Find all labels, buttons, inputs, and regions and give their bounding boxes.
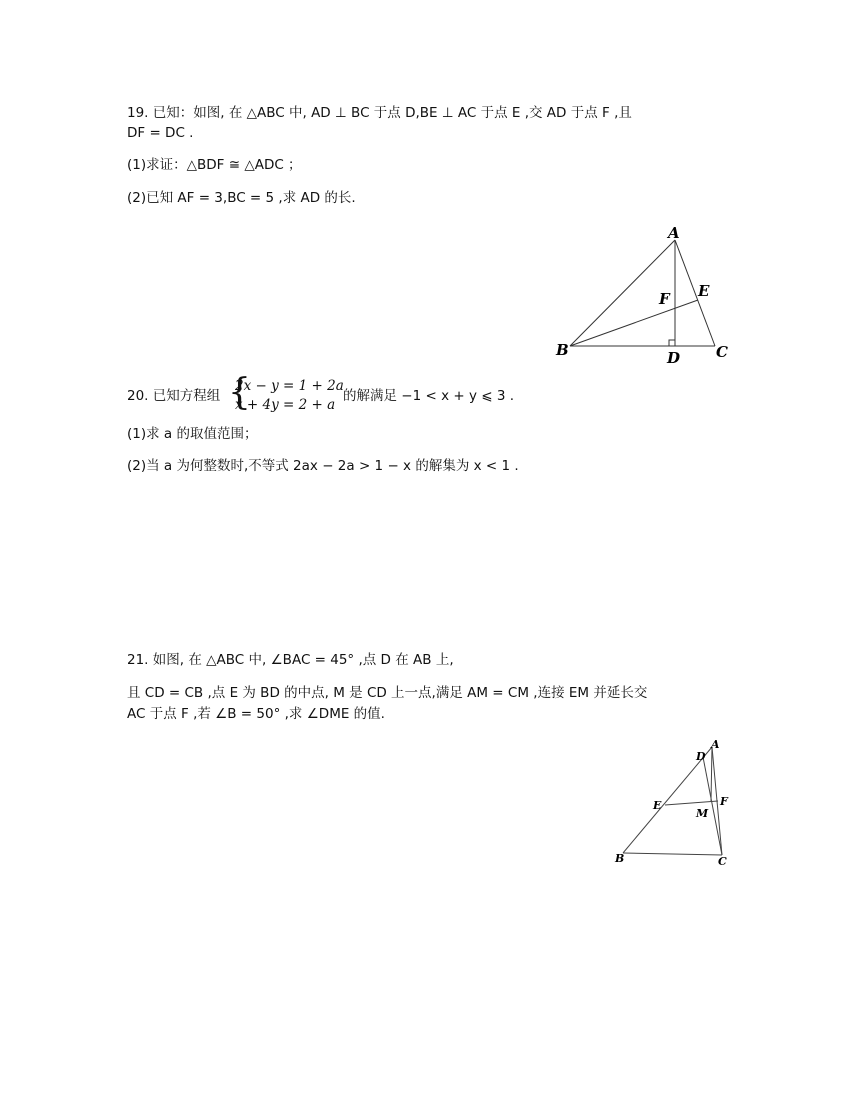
q19-label-b: B [556, 341, 569, 359]
q20-intro: 20. 已知方程组 [127, 388, 221, 404]
q21-line3: AC 于点 F ,若 ∠B = 50° ,求 ∠DME 的值. [127, 706, 385, 722]
q19-label-a: A [668, 224, 680, 242]
q21-label-f: F [720, 795, 728, 808]
q21-label-c: C [718, 855, 727, 868]
q19-figure [550, 220, 740, 370]
q21-line2: 且 CD = CB ,点 E 为 BD 的中点, M 是 CD 上一点,满足 AM = CM ,连接 EM 并延长交 [127, 685, 648, 701]
q21-label-d: D [696, 750, 706, 763]
q19-label-f: F [659, 290, 670, 308]
q21-line1: 21. 如图, 在 △ABC 中, ∠BAC = 45° ,点 D 在 AB 上, [127, 652, 454, 668]
q19-label-e: E [698, 282, 710, 300]
q19-part1: (1)求证：△BDF ≅ △ADC ； [127, 157, 302, 173]
q19-line2: DF = DC . [127, 125, 194, 141]
q20-part1: (1)求 a 的取值范围； [127, 426, 258, 442]
q19-label-c: C [716, 343, 728, 361]
q20-condition: 的解满足 −1 < x + y ⩽ 3 . [343, 388, 515, 404]
q21-label-e: E [653, 799, 662, 812]
q20-eq2: x + 4y = 2 + a [235, 397, 336, 413]
q19-seg-be [570, 300, 698, 346]
q21-seg-ef [665, 801, 718, 805]
q21-label-m: M [696, 807, 709, 820]
q21-seg-am [711, 747, 712, 801]
q20-brace: { [228, 372, 251, 413]
q21-figure [610, 735, 740, 870]
q19-label-d: D [667, 349, 681, 367]
q21-seg-bc [623, 853, 722, 855]
q21-label-b: B [615, 852, 625, 865]
q19-line1: 19. 已知：如图, 在 △ABC 中, AD ⊥ BC 于点 D,BE ⊥ AC 于点 E ,交 AD 于点 F ,且 [127, 105, 632, 121]
q19-part2: (2)已知 AF = 3,BC = 5 ,求 AD 的长. [127, 190, 356, 206]
q21-label-a: A [711, 738, 720, 751]
q20-eq1: 2x − y = 1 + 2a [235, 378, 344, 394]
q20-part2: (2)当 a 为何整数时,不等式 2ax − 2a > 1 − x 的解集为 x < 1 . [127, 458, 519, 474]
q19-right-angle-mark [669, 340, 675, 346]
